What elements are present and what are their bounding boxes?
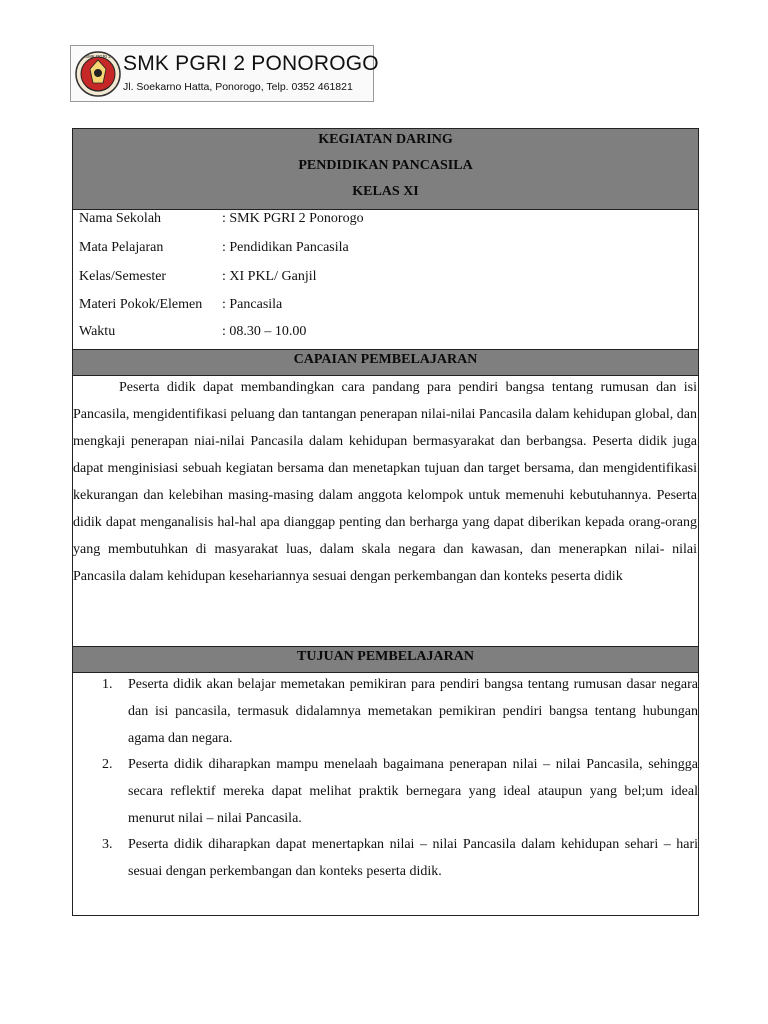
info-row bbox=[79, 297, 282, 313]
info-row bbox=[79, 269, 317, 285]
goal-item bbox=[102, 671, 698, 752]
info-label: Waktu bbox=[79, 324, 116, 339]
info-label: Materi Pokok/Elemen bbox=[79, 297, 203, 312]
info-label: Nama Sekolah bbox=[79, 211, 162, 226]
info-label: Kelas/Semester bbox=[79, 269, 167, 284]
info-value: : Pendidikan Pancasila bbox=[222, 240, 349, 255]
letterhead bbox=[70, 45, 379, 102]
info-value: : Pancasila bbox=[222, 297, 283, 312]
document-header bbox=[73, 129, 698, 209]
divider bbox=[73, 209, 698, 210]
info-value: : XI PKL/ Ganjil bbox=[222, 269, 317, 284]
header-line-2: PENDIDIKAN PANCASILA bbox=[298, 158, 473, 173]
info-row bbox=[79, 240, 349, 256]
goal-text: Peserta didik akan belajar memetakan pemikiran para pendiri bangsa tentang rumusan dasar negara dan isi pancasila, termasuk didalamnya memetakan pemikiran pendiri bangsa tentang hubungan agama dan negara. bbox=[128, 677, 698, 746]
info-row bbox=[79, 324, 306, 340]
goal-text: Peserta didik diharapkan dapat menertapkan nilai – nilai Pancasila dalam kehidupan sehari – hari sesuai dengan perkembangan dan konteks peserta didik. bbox=[128, 837, 698, 879]
info-value: : 08.30 – 10.00 bbox=[222, 324, 307, 339]
capaian-heading: CAPAIAN PEMBELAJARAN bbox=[73, 350, 698, 375]
school-name: SMK PGRI 2 PONOROGO bbox=[123, 52, 379, 75]
activity-document bbox=[72, 128, 699, 916]
header-line-1: KEGIATAN DARING bbox=[318, 132, 453, 147]
header-line-3: KELAS XI bbox=[352, 184, 419, 199]
info-row bbox=[79, 211, 364, 227]
info-value: : SMK PGRI 2 Ponorogo bbox=[222, 211, 364, 226]
school-address: Jl. Soekarno Hatta, Ponorogo, Telp. 0352 461821 bbox=[123, 81, 353, 93]
goal-number: 3. bbox=[102, 837, 113, 852]
school-logo bbox=[75, 49, 121, 99]
goal-number: 2. bbox=[102, 757, 113, 772]
goal-text: Peserta didik diharapkan mampu menelaah bagaimana penerapan nilai – nilai Pancasila, sehingga secara reflektif mereka dapat melihat praktik bernegara yang ideal ataupun yang bel;um ideal menurut nilai – nilai Pancasila. bbox=[128, 757, 698, 826]
tujuan-heading: TUJUAN PEMBELAJARAN bbox=[73, 647, 698, 672]
goal-item bbox=[102, 751, 698, 832]
goal-item bbox=[102, 831, 698, 885]
capaian-text: Peserta didik dapat membandingkan cara pandang para pendiri bangsa tentang rumusan dan isi Pancasila, mengidentifikasi peluang dan tantangan penerapan nilai-nilai Pancasila dalam kehidupan global, dan mengkaji penerapan niai-nilai Pancasila dalam kehidupan bermasyarakat dan berbangsa. Peserta didik juga dapat menginisiasi sebuah kegiatan bersama dan menetapkan tujuan dan target bersama, dan mengidentifikasi kekurangan dan kelebihan masing-masing dalam anggota kelompok untuk memenuhi kebutuhannya. Peserta didik dapat menganalisis hal-hal apa dianggap penting dan berharga yang dapat diberikan kepada orang-orang yang membutuhkan di masyarakat luas, dalam skala negara dan kawasan, dan menerapkan nilai- nilai Pancasila dalam kehidupan kesehariannya sesuai dengan perkembangan dan konteks peserta didik bbox=[73, 380, 697, 584]
logo-text: SMK PGRI 2 bbox=[85, 54, 111, 59]
info-label: Mata Pelajaran bbox=[79, 240, 164, 255]
goal-number: 1. bbox=[102, 677, 113, 692]
